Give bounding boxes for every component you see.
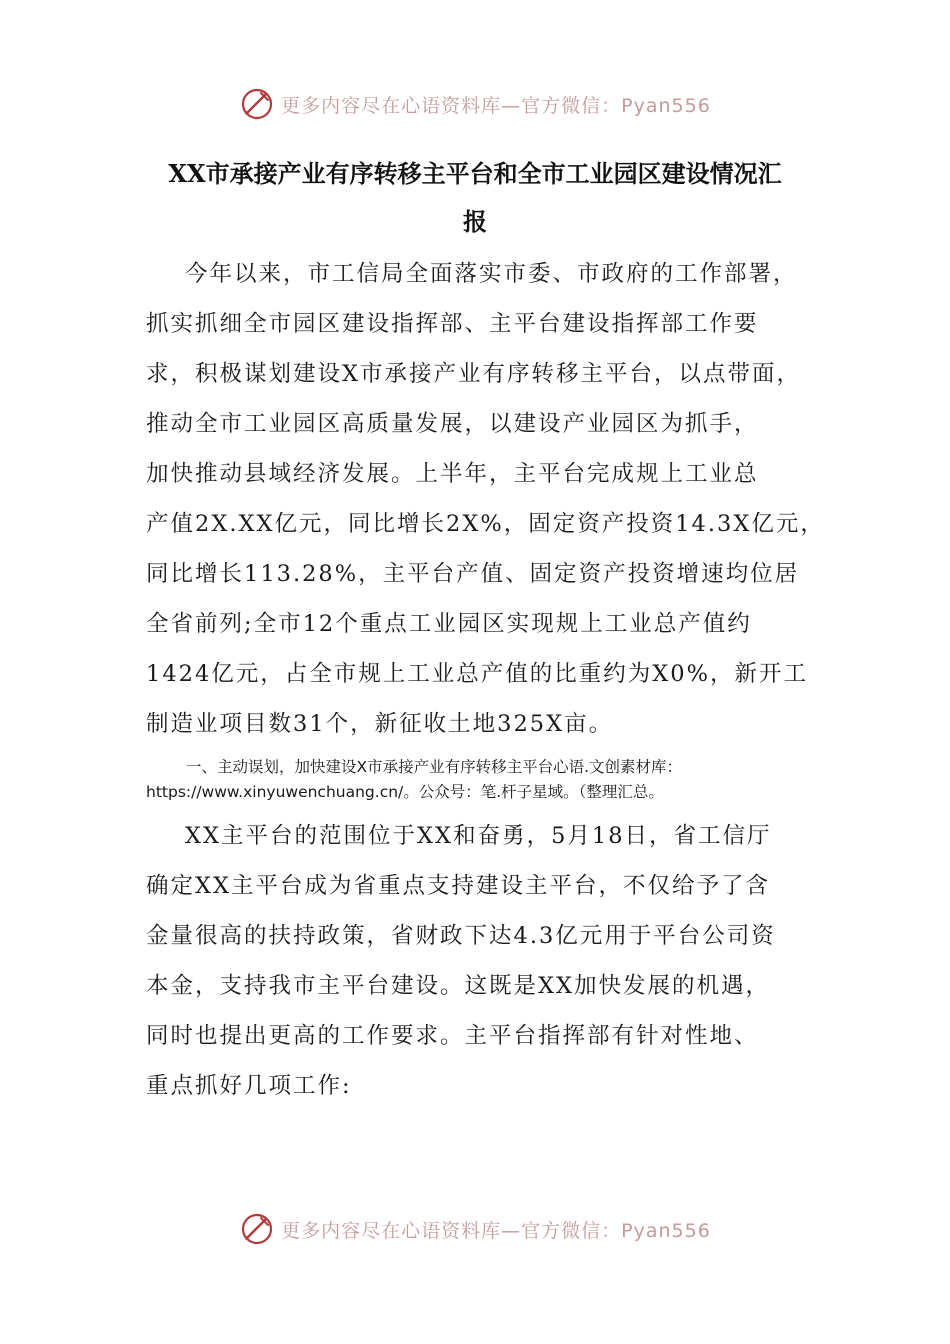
pen-logo-icon <box>239 86 275 122</box>
text-line: 同时也提出更高的工作要求。主平台指挥部有针对性地、 <box>146 1023 759 1049</box>
heading-line: 一、主动误划，加快建设X市承接产业有序转移主平台心语.文创素材库： <box>186 758 683 776</box>
title-line-1: XX市承接产业有序转移主平台和全市工业园区建设情况汇 <box>168 159 782 188</box>
pen-logo-icon <box>239 1211 275 1247</box>
text-line: 重点抓好几项工作: <box>146 1073 352 1099</box>
text-line: 抓实抓细全市园区建设指挥部、主平台建设指挥部工作要 <box>146 311 759 337</box>
document-title <box>0 150 950 246</box>
text-line: 1424亿元，占全市规上工业总产值的比重约为X0%，新开工 <box>146 661 808 687</box>
text-line: 本金，支持我市主平台建设。这既是XX加快发展的机遇， <box>146 973 771 999</box>
text-line: 求，积极谋划建设X市承接产业有序转移主平台，以点带面， <box>146 361 802 387</box>
header-watermark <box>0 82 950 126</box>
title-line-2: 报 <box>463 207 487 236</box>
text-line: 产值2X.XX亿元，同比增长2X%，固定资产投资14.3X亿元， <box>146 511 825 537</box>
watermark-text: 更多内容尽在心语资料库—官方微信：Pyan556 <box>281 94 711 117</box>
text-line: 金量很高的扶持政策，省财政下达4.3亿元用于平台公司资 <box>146 923 776 949</box>
footer-watermark <box>0 1207 950 1251</box>
text-line: 确定XX主平台成为省重点支持建设主平台，不仅给予了含 <box>146 873 771 899</box>
text-line: 同比增长113.28%，主平台产值、固定资产投资增速均位居 <box>146 561 800 587</box>
text-line: 制造业项目数31个，新征收土地325X亩。 <box>146 711 614 737</box>
heading-line: https://www.xinyuwenchuang.cn/。公众号：笔.杆子星域。（整理汇总。 <box>146 783 664 801</box>
text-line: 全省前列;全市12个重点工业园区实现规上工业总产值约 <box>146 611 752 637</box>
text-line: 今年以来，市工信局全面落实市委、市政府的工作部署， <box>185 261 798 287</box>
text-line: 加快推动县域经济发展。上半年，主平台完成规上工业总 <box>146 461 759 487</box>
text-line: 推动全市工业园区高质量发展，以建设产业园区为抓手， <box>146 411 759 437</box>
text-line: XX主平台的范围位于XX和奋勇，5月18日，省工信厅 <box>185 823 772 849</box>
watermark-text: 更多内容尽在心语资料库—官方微信：Pyan556 <box>281 1219 711 1242</box>
